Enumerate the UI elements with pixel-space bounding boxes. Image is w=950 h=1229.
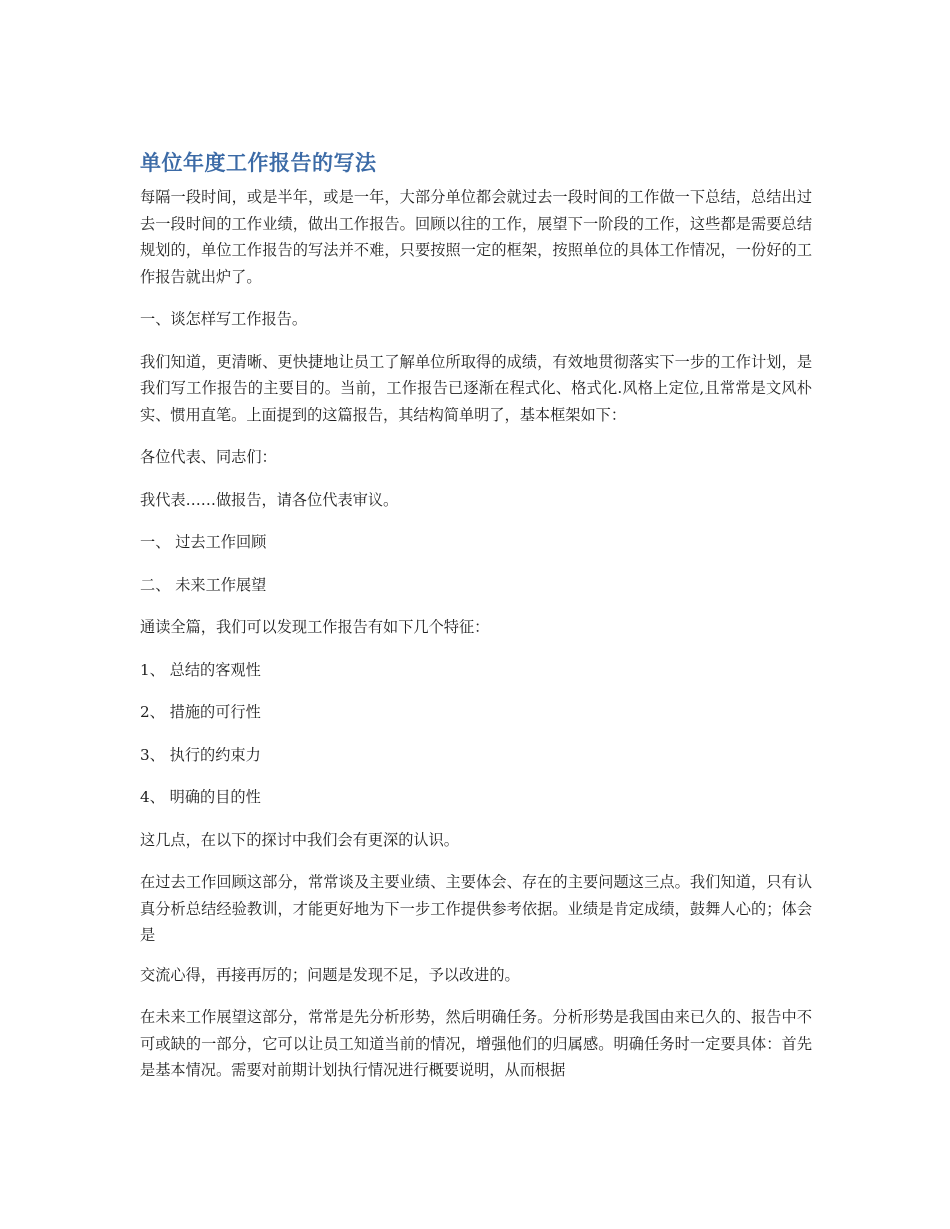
document-page <box>140 148 812 1100</box>
feature-item-binding-force: 3、 执行的约束力 <box>140 745 261 764</box>
outlook-section-paragraph: 在未来工作展望这部分，常常是先分析形势，然后明确任务。分析形势是我国由来已久的、报告中不可或缺的一部分，它可以让员工知道当前的情况，增强他们的归属感。明确任务时一定要具体：首先是基本情况。需要对前期计划执行情况进行概要说明，从而根据 <box>140 1008 812 1079</box>
framework-item-review: 一、 过去工作回顾 <box>140 533 267 551</box>
intro-paragraph: 每隔一段时间，或是半年，或是一年，大部分单位都会就过去一段时间的工作做一下总结，总结出过去一段时间的工作业绩，做出工作报告。回顾以往的工作，展望下一阶段的工作，这些都是需要总结规划的，单位工作报告的写法并不难，只要按照一定的框架，按照单位的具体工作情况，一份好的工作报告就出炉了。 <box>140 188 812 286</box>
salutation-line: 各位代表、同志们： <box>140 448 277 466</box>
framework-item-outlook: 二、 未来工作展望 <box>140 575 267 594</box>
feature-item-feasibility: 2、 措施的可行性 <box>140 703 261 721</box>
purpose-paragraph: 我们知道，更清晰、更快捷地让员工了解单位所取得的成绩，有效地贯彻落实下一步的工作计划，是我们写工作报告的主要目的。当前，工作报告已逐渐在程式化、格式化.风格上定位,且常常是文风朴实、惯用直笔。上面提到的这篇报告，其结构简单明了，基本框架如下： <box>140 352 812 424</box>
feature-item-objectivity: 1、 总结的客观性 <box>140 660 261 679</box>
report-opening-line: 我代表……做报告，请各位代表审议。 <box>140 490 399 509</box>
features-summary-line: 这几点，在以下的探讨中我们会有更深的认识。 <box>140 830 459 849</box>
review-section-continuation: 交流心得，再接再厉的；问题是发现不足，予以改进的。 <box>140 965 520 984</box>
feature-item-purpose: 4、 明确的目的性 <box>140 788 261 806</box>
features-intro-line: 通读全篇，我们可以发现工作报告有如下几个特征： <box>140 618 490 636</box>
document-title: 单位年度工作报告的写法 <box>140 151 377 175</box>
review-section-paragraph: 在过去工作回顾这部分，常常谈及主要业绩、主要体会、存在的主要问题这三点。我们知道，只有认真分析总结经验教训，才能更好地为下一步工作提供参考依据。业绩是肯定成绩，鼓舞人心的；体会是 <box>140 873 812 944</box>
section-heading-how-to-write: 一、谈怎样写工作报告。 <box>140 310 308 328</box>
